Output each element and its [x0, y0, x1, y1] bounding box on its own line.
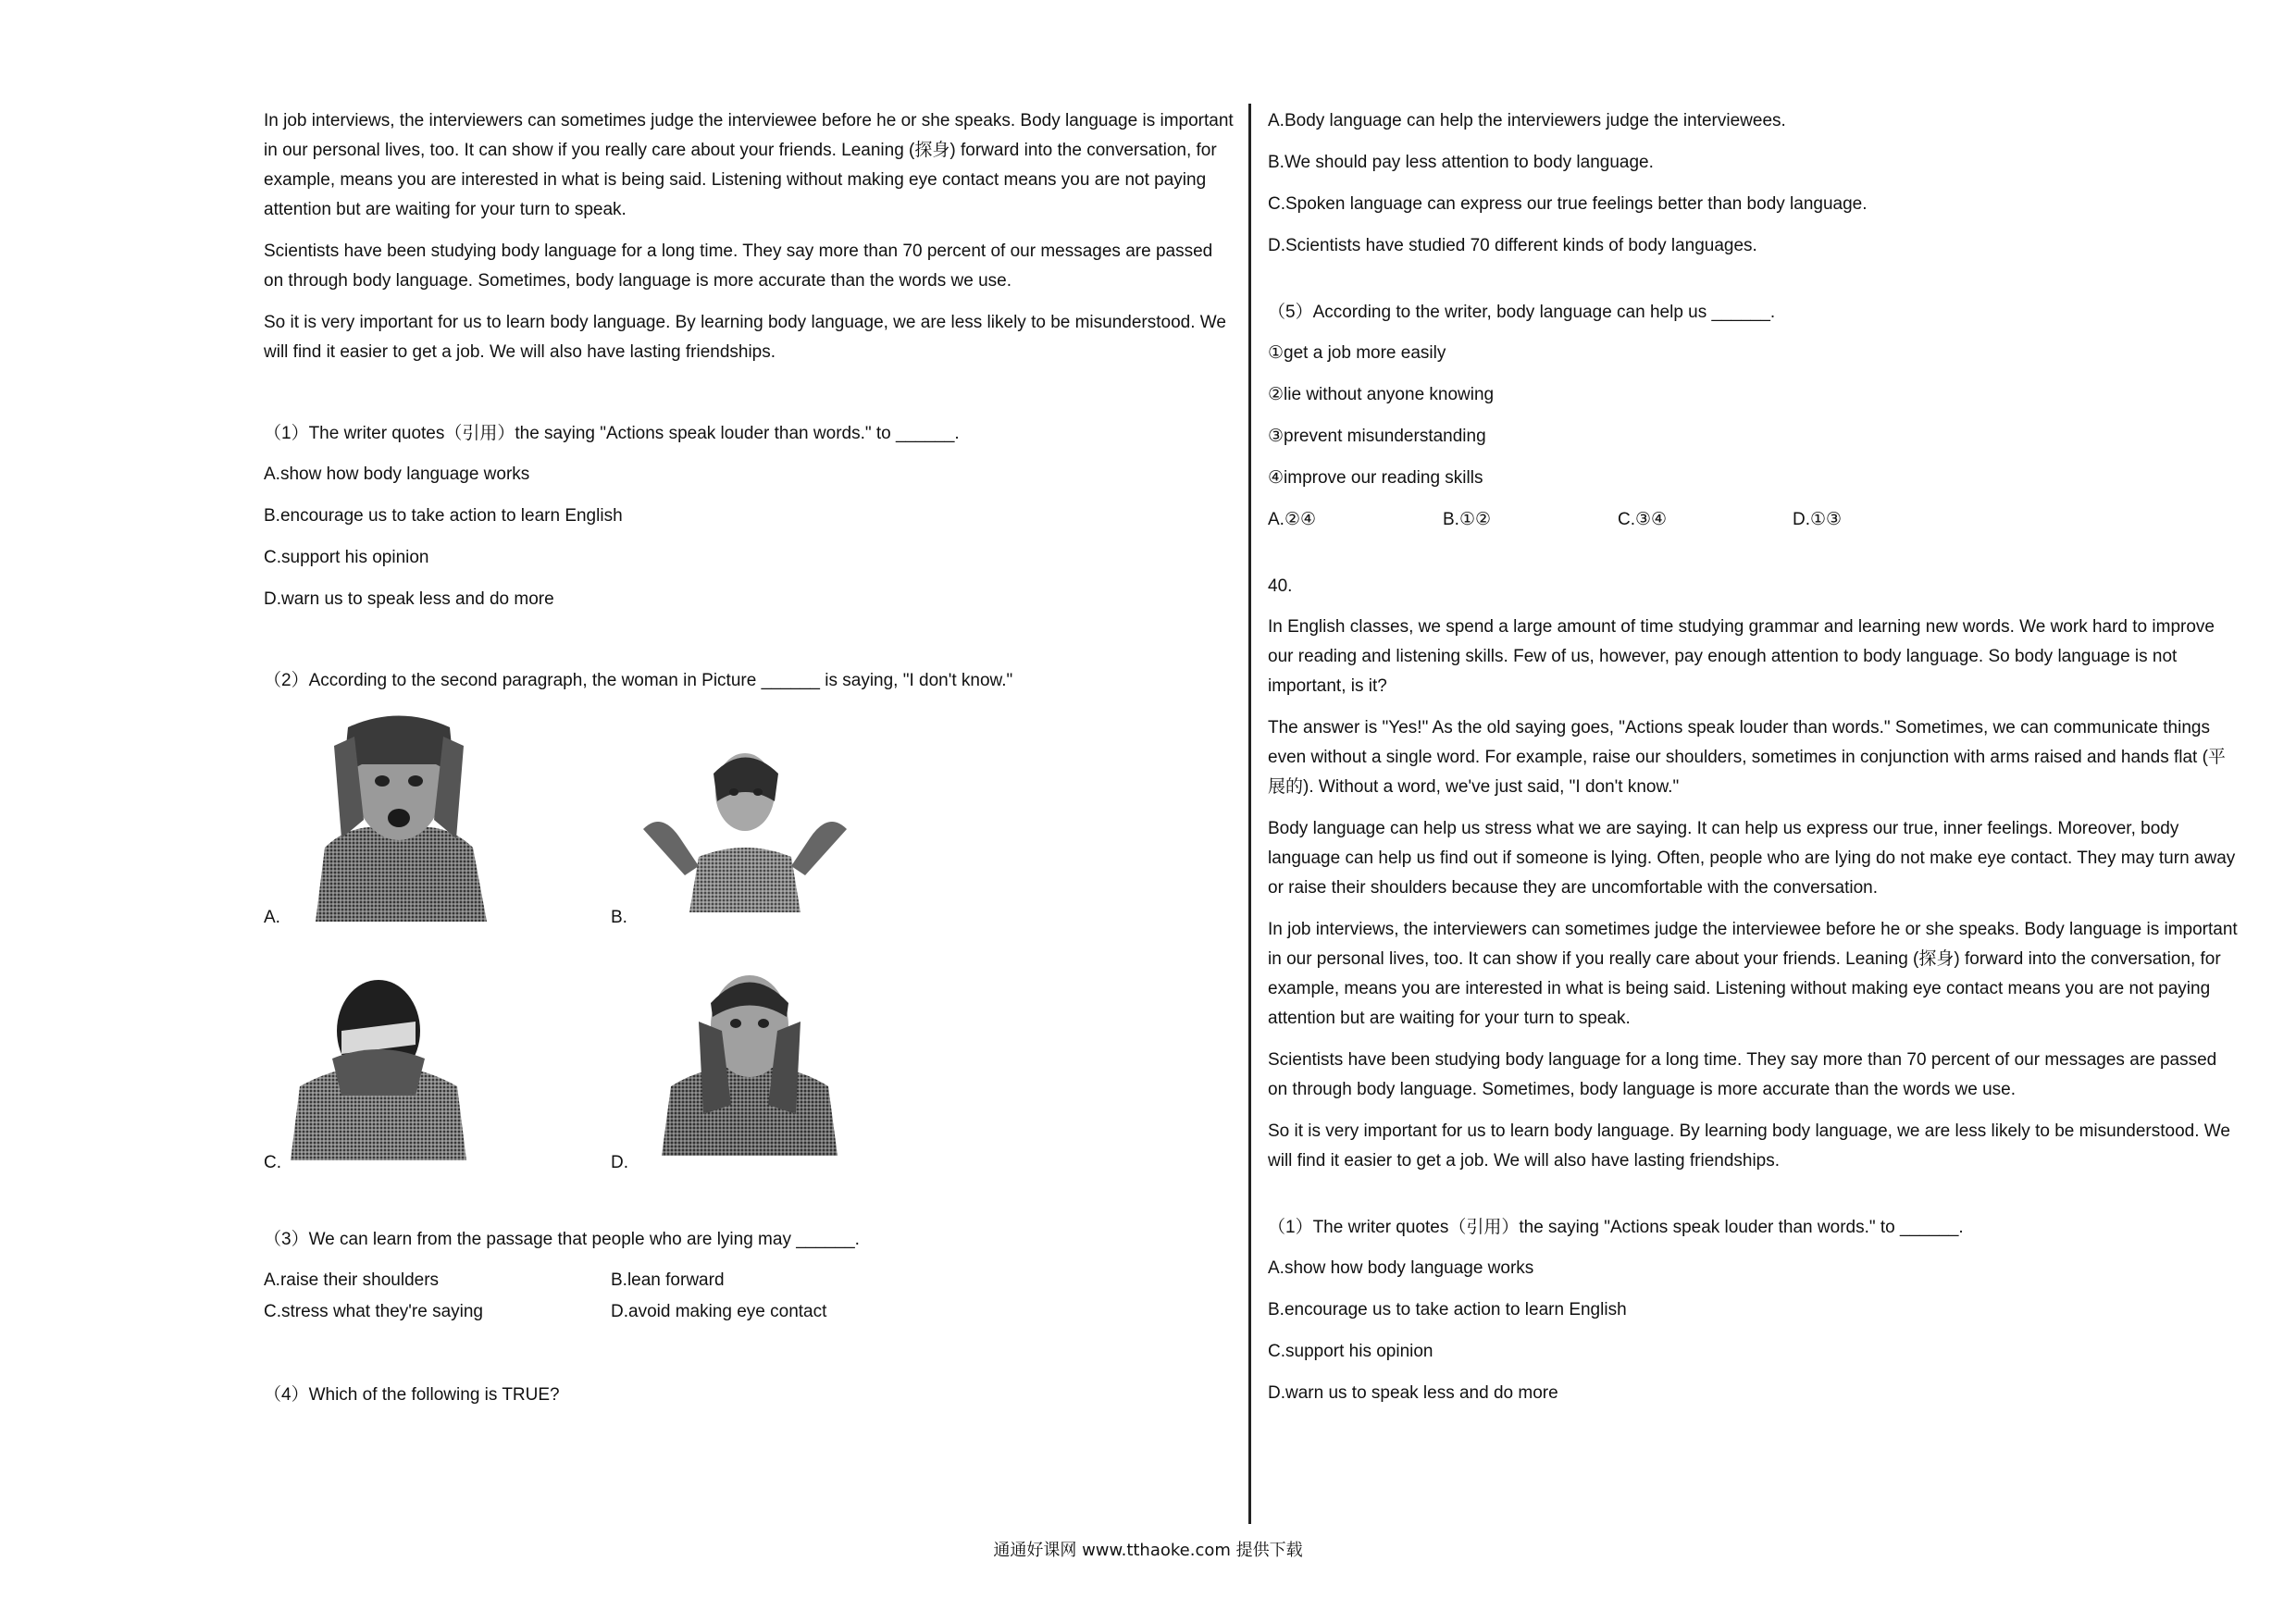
question-2-pictures — [264, 709, 1235, 1190]
picture-d-label: D. — [611, 1153, 628, 1172]
picture-a-label: A. — [264, 908, 280, 927]
passage-paragraph: Scientists have been studying body language for a long time. They say more than 70 percent of our messages are passed on through body language. Sometimes, body language is more accurate than the words we use. — [1268, 1050, 2217, 1099]
right-column — [1268, 106, 2238, 1420]
question-1-stem: （1）The writer quotes（引用）the saying "Actions speak louder than words." to ______. — [1268, 1218, 1964, 1237]
page-footer: 通通好课网 www.tthaoke.com 提供下载 — [993, 1541, 1303, 1560]
passage-paragraph: In job interviews, the interviewers can sometimes judge the interviewee before he or she speaks. Body language is important in our personal lives, too. It can show if you really care about your friends. Leaning (探身) forward into the conversation, for example, means you are interested in what is being said. Listening without making eye contact means you are not paying attention but are waiting for your turn to speak. — [264, 111, 1234, 219]
question-3-options-row-2 — [264, 1297, 1235, 1327]
passage-paragraph: The answer is "Yes!" As the old saying goes, "Actions speak louder than words." Sometimes, we can communicate things even without a single word. For example, raise our shoulders, sometimes in conjunction with arms raised and hands flat (平展的). Without a word, we've just said, "I don't know." — [1268, 718, 2226, 797]
question-5-item: ③prevent misunderstanding — [1268, 427, 1486, 446]
question-number: 40. — [1268, 576, 1293, 596]
question-4-option-c: C.Spoken language can express our true feelings better than body language. — [1268, 194, 1868, 214]
question-1-option-a: A.show how body language works — [264, 465, 530, 484]
question-4-stem: （4）Which of the following is TRUE? — [264, 1385, 560, 1405]
picture-a — [297, 709, 501, 922]
question-1-option-c: C.support his opinion — [1268, 1342, 1433, 1361]
passage-paragraph: In English classes, we spend a large amount of time studying grammar and learning new words. We work hard to improve our reading and listening skills. Few of us, however, pay enough attention to body language. So body language is not important, is it? — [1268, 617, 2215, 696]
question-3-options-row-1 — [264, 1266, 1235, 1295]
left-column — [264, 106, 1235, 1421]
question-5-option-d: D.①③ — [1793, 510, 1843, 529]
passage-paragraph: In job interviews, the interviewers can sometimes judge the interviewee before he or she speaks. Body language is important in our personal lives, too. It can show if you really care about your friends. Leaning (探身) forward into the conversation, for example, means you are interested in what is being said. Listening without making eye contact means you are not paying attention but are waiting for your turn to speak. — [1268, 920, 2238, 1028]
passage-paragraph: So it is very important for us to learn body language. By learning body language, we are less likely to be misunderstood. We will find it easier to get a job. We will also have lasting friendships. — [1268, 1121, 2230, 1171]
question-3-option-d: D.avoid making eye contact — [611, 1302, 827, 1321]
question-1-option-b: B.encourage us to take action to learn English — [1268, 1300, 1627, 1319]
picture-c — [277, 957, 480, 1160]
picture-b-label: B. — [611, 908, 627, 927]
question-5-item: ②lie without anyone knowing — [1268, 385, 1495, 404]
question-5-options — [1268, 505, 2238, 535]
question-5-item: ④improve our reading skills — [1268, 468, 1483, 488]
question-4-option-a: A.Body language can help the interviewers judge the interviewees. — [1268, 111, 1786, 130]
question-5-option-b: B.①② — [1443, 510, 1492, 529]
passage-paragraph: Scientists have been studying body language for a long time. They say more than 70 percent of our messages are passed on through body language. Sometimes, body language is more accurate than the words we use. — [264, 242, 1213, 291]
question-3-option-b: B.lean forward — [611, 1270, 725, 1290]
question-4-option-d: D.Scientists have studied 70 different kinds of body languages. — [1268, 236, 1757, 255]
question-1-option-a: A.show how body language works — [1268, 1258, 1534, 1278]
question-3-option-a: A.raise their shoulders — [264, 1270, 440, 1290]
question-3-stem: （3）We can learn from the passage that people who are lying may ______. — [264, 1230, 860, 1249]
question-2-stem: （2）According to the second paragraph, the woman in Picture ______ is saying, "I don't know." — [264, 671, 1013, 690]
question-5-item: ①get a job more easily — [1268, 343, 1446, 363]
question-1-option-b: B.encourage us to take action to learn English — [264, 506, 623, 526]
question-5-option-c: C.③④ — [1618, 510, 1668, 529]
column-divider — [1248, 104, 1251, 1524]
question-1-option-d: D.warn us to speak less and do more — [264, 589, 554, 609]
question-4-option-b: B.We should pay less attention to body language. — [1268, 153, 1654, 172]
question-5-stem: （5）According to the writer, body language can help us ______. — [1268, 303, 1776, 322]
picture-b — [634, 737, 856, 912]
question-3-option-c: C.stress what they're saying — [264, 1302, 483, 1321]
question-1-option-c: C.support his opinion — [264, 548, 429, 567]
picture-d — [652, 957, 847, 1156]
question-5-option-a: A.②④ — [1268, 510, 1317, 529]
question-1-option-d: D.warn us to speak less and do more — [1268, 1383, 1558, 1403]
question-1-stem: （1）The writer quotes（引用）the saying "Actions speak louder than words." to ______. — [264, 424, 960, 443]
passage-paragraph: Body language can help us stress what we are saying. It can help us express our true, inner feelings. Moreover, body language can help us find out if someone is lying. Often, people who are lying do not make eye contact. They may turn away or raise their shoulders because they are uncomfortable with the conversation. — [1268, 819, 2236, 898]
passage-paragraph: So it is very important for us to learn body language. By learning body language, we are less likely to be misunderstood. We will find it easier to get a job. We will also have lasting friendships. — [264, 313, 1226, 362]
picture-c-label: C. — [264, 1153, 281, 1172]
